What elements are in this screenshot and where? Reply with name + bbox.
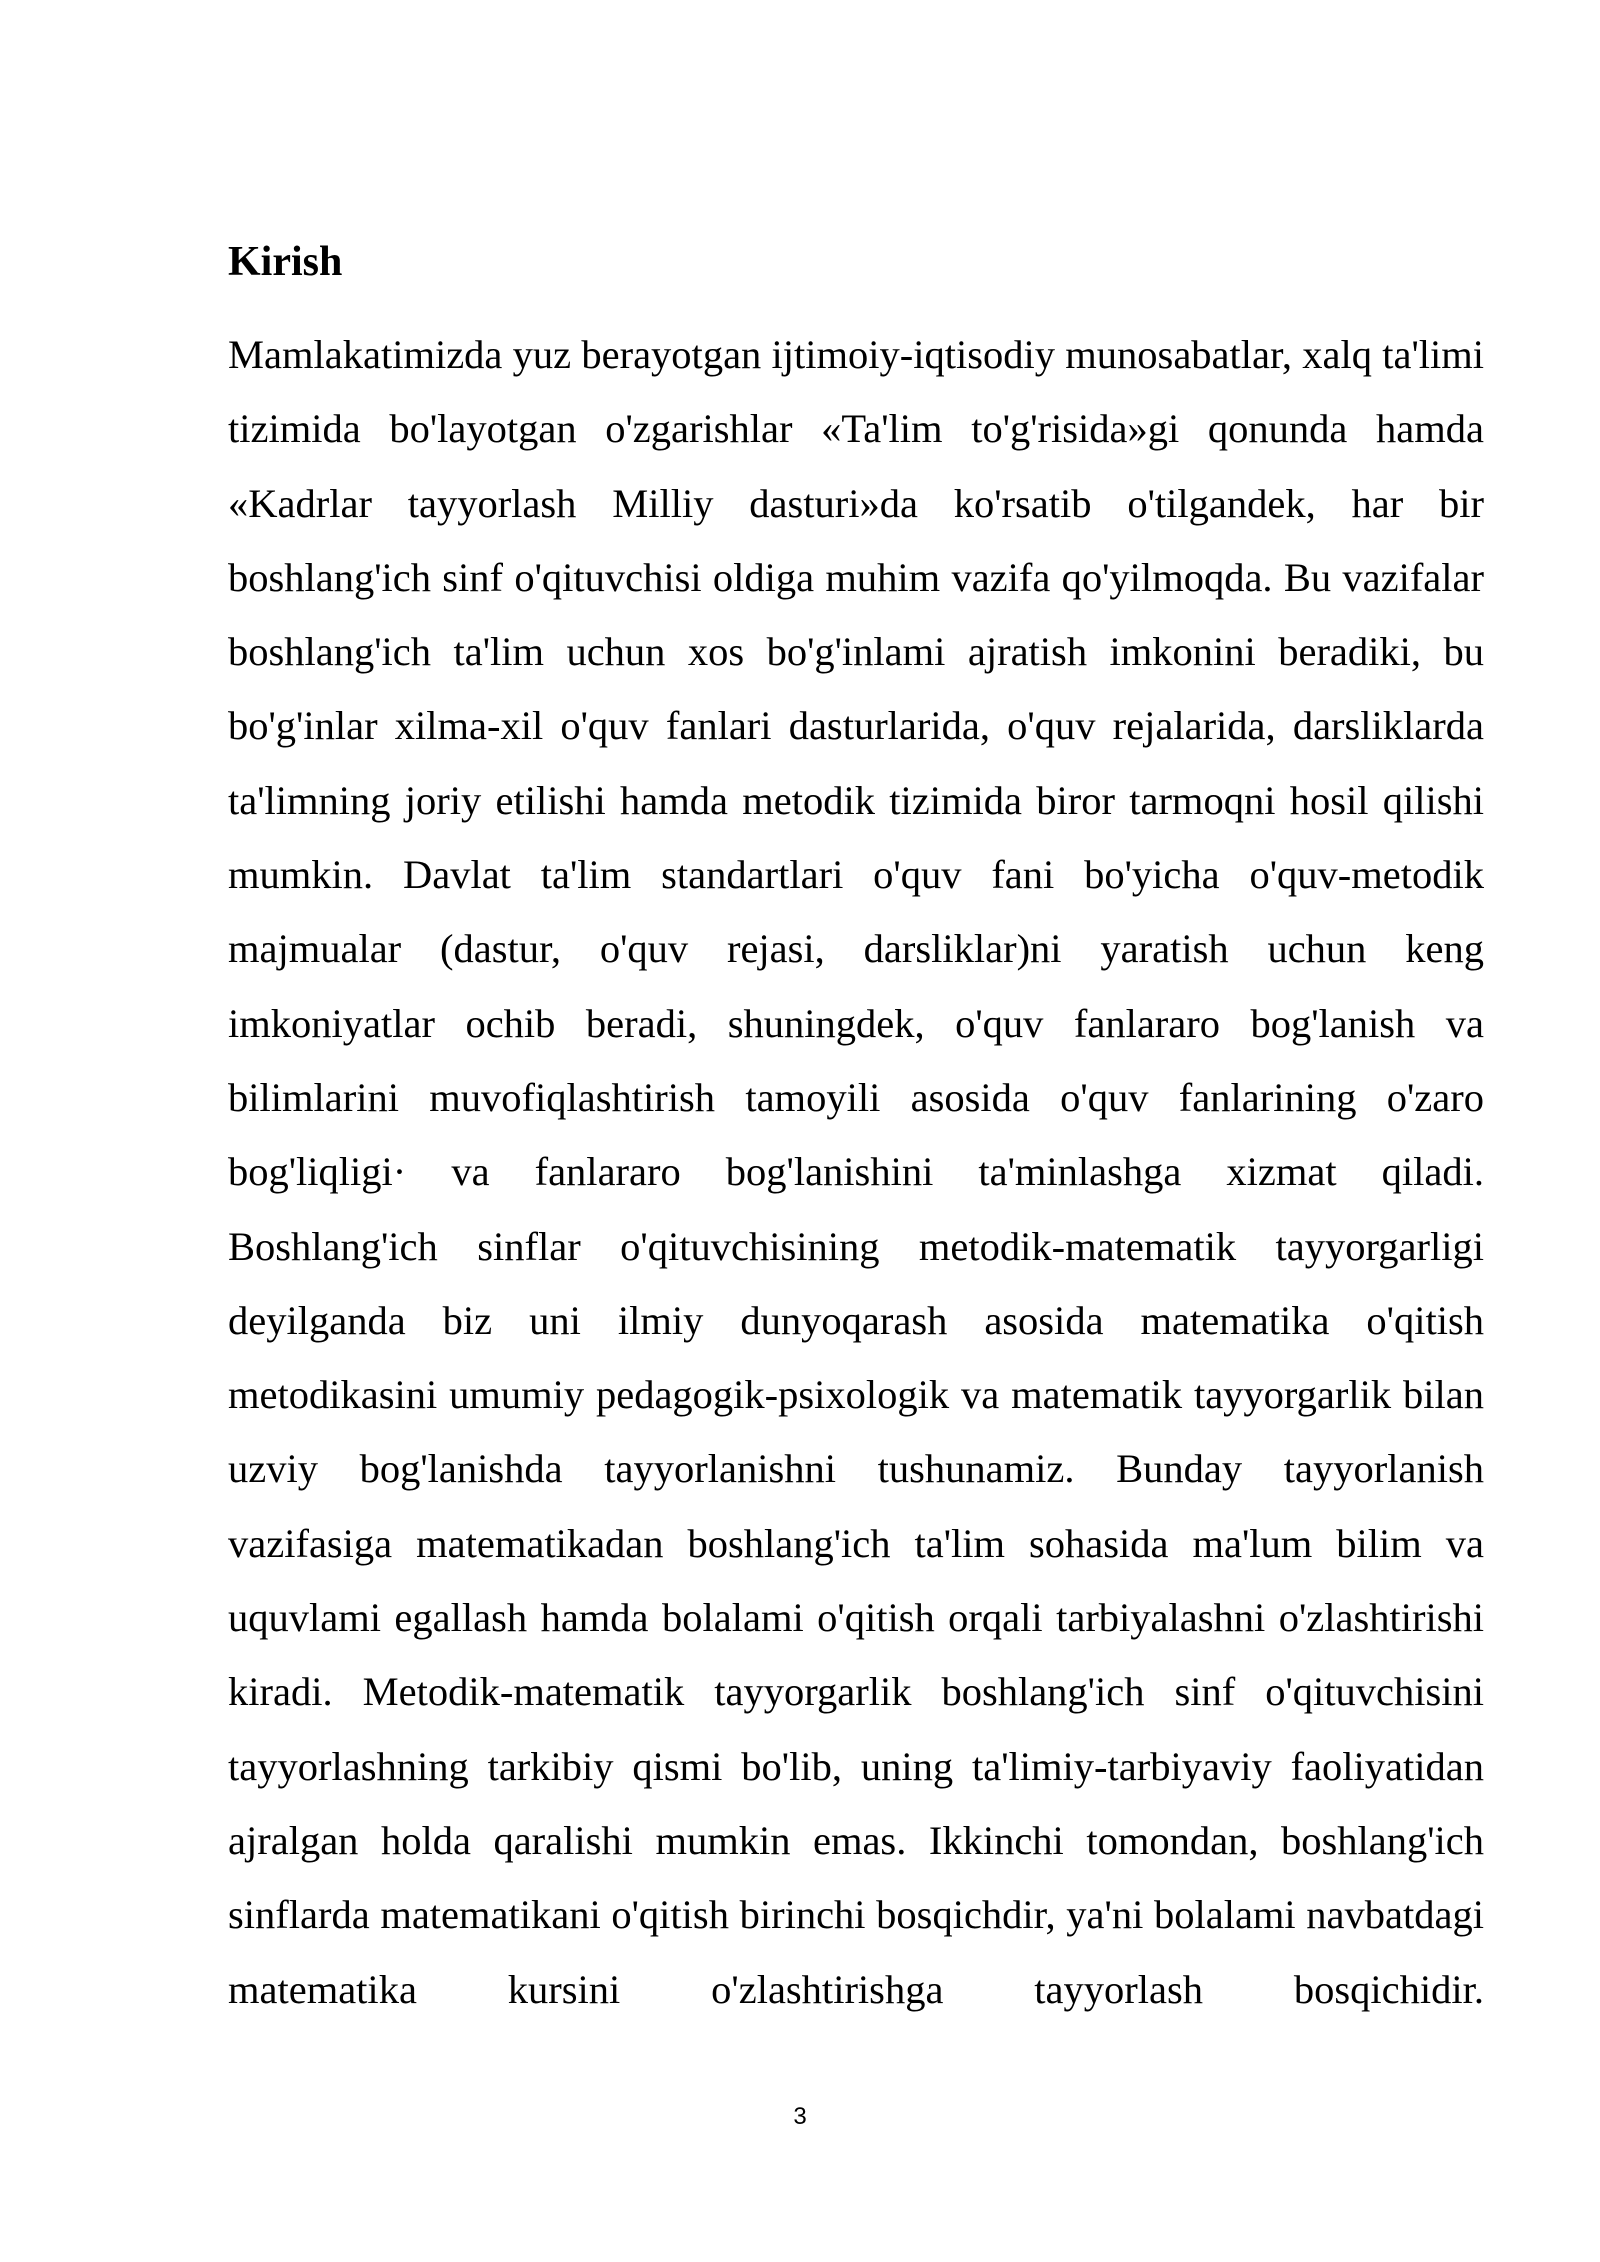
body-paragraph: Mamlakatimizda yuz berayotgan ijtimoiy-iqtisodiy munosabatlar, xalq ta'limi tizimida bo'layotgan o'zgarishlar «Ta'lim to'g'risida»gi qonunda hamda «Kadrlar tayyorlash Milliy dasturi»da ko'rsatib o'tilgandek, har bir boshlang'ich sinf o'qituvchisi oldiga muhim vazifa qo'yilmoqda. Bu vazifalar boshlang'ich ta'lim uchun xos bo'g'inlami ajratish imkonini beradiki, bu bo'g'inlar xilma-xil o'quv fanlari dasturlarida, o'quv rejalarida, darsliklarda ta'limning joriy etilishi hamda metodik tizimida biror tarmoqni hosil qilishi mumkin. Davlat ta'lim standartlari o'quv fani bo'yicha o'quv-metodik majmualar (dastur, o'quv rejasi, darsliklar)ni yaratish uchun keng imkoniyatlar ochib beradi, shuningdek, o'quv fanlararo bog'lanish va bilimlarini muvofiqlashtirish tamoyili asosida o'quv fanlarining o'zaro bog'liqligi· va fanlararo bog'lanishini ta'minlashga xizmat qiladi. Boshlang'ich sinflar o'qituvchisining metodik-matematik tayyorgarligi deyilganda biz uni ilmiy dunyoqarash asosida matematika o'qitish metodikasini umumiy pedagogik-psixologik va matematik tayyorgarlik bilan uzviy bog'lanishda tayyorlanishni tushunamiz. Bunday tayyorlanish vazifasiga matematikadan boshlang'ich ta'lim sohasida ma'lum bilim va uquvlami egallash hamda bolalami o'qitish orqali tarbiyalashni o'zlashtirishi kiradi. Metodik-matematik tayyorgarlik boshlang'ich sinf o'qituvchisini tayyorlashning tarkibiy qismi bo'lib, uning ta'limiy-tarbiyaviy faoliyatidan ajralgan holda qaralishi mumkin emas. Ikkinchi tomondan, boshlang'ich sinflarda matematikani o'qitish birinchi bosqichdir, ya'ni bolalami navbatdagi matematika kursini o'zlashtirishga tayyorlash bosqichidir. (228, 332, 1484, 2012)
page-number: 3 (793, 2103, 807, 2130)
section-heading: Kirish (228, 239, 343, 285)
